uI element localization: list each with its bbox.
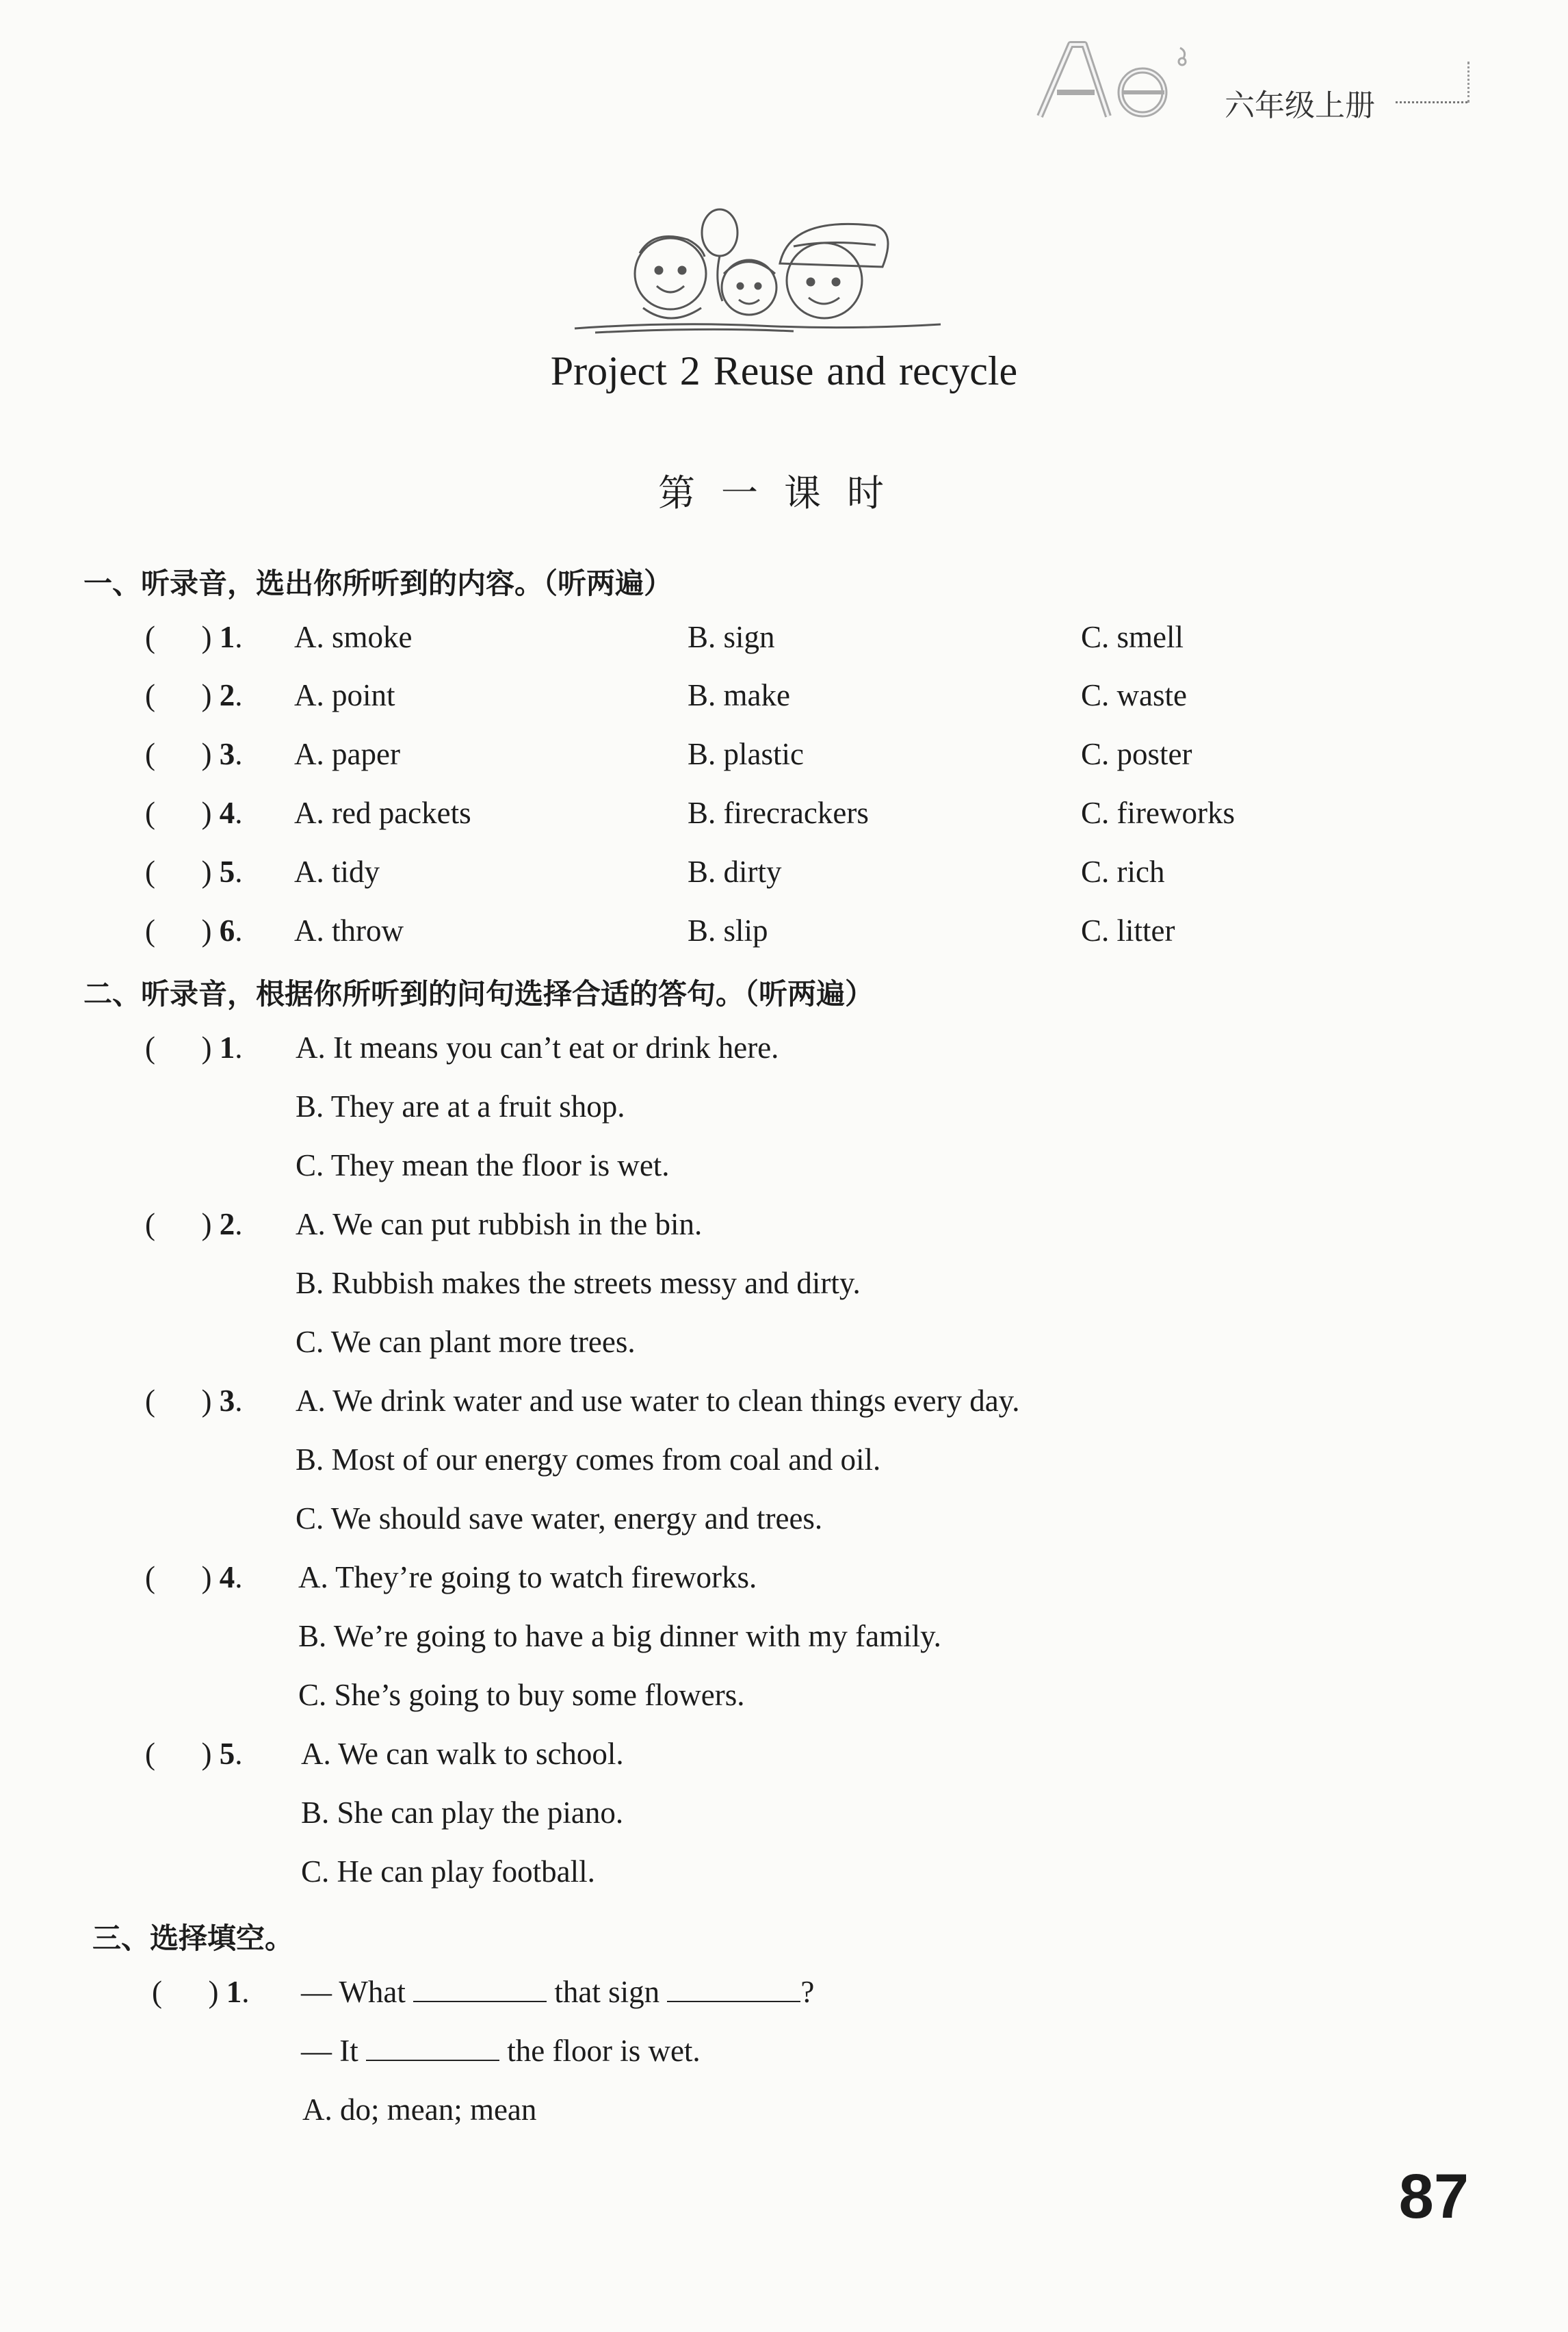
option-c: C. We can plant more trees. — [296, 1325, 636, 1359]
option-b: B. slip — [688, 914, 768, 948]
list-item: ( ) 1. — [152, 1975, 250, 2009]
answer-blank[interactable]: ( ) — [145, 1560, 212, 1594]
list-item: ( ) 5. — [145, 1737, 243, 1771]
item-number: 1 — [226, 1975, 242, 2009]
option-a: A. We can put rubbish in the bin. — [296, 1207, 703, 1241]
item-number: 5 — [219, 855, 235, 889]
section3-heading: 三、选择填空。 — [92, 1921, 294, 1955]
item-number: 5 — [219, 1737, 235, 1771]
option-c: C. waste — [1081, 678, 1187, 712]
option-c: C. poster — [1081, 737, 1192, 771]
option-b: B. She can play the piano. — [301, 1796, 624, 1830]
answer-line — [301, 2033, 701, 2069]
list-item: ( ) 4. — [145, 796, 243, 830]
answer-blank[interactable]: ( ) — [145, 914, 212, 948]
item-number: 3 — [219, 737, 235, 771]
list-item: ( ) 4. — [145, 1560, 243, 1594]
item-number: 3 — [219, 1384, 235, 1418]
option-a: A. We drink water and use water to clean things every day. — [296, 1384, 1020, 1418]
section2-heading: 二、听录音，根据你所听到的问句选择合适的答句。（听两遍） — [83, 977, 874, 1011]
header-corner-mark — [1464, 62, 1469, 103]
answer-prefix: — It — [301, 2034, 358, 2068]
list-item: ( ) 6. — [145, 914, 243, 948]
option-b: B. firecrackers — [688, 796, 869, 830]
answer-blank[interactable]: ( ) — [145, 796, 212, 830]
list-item: ( ) 1. — [145, 620, 243, 654]
option-b: B. sign — [688, 620, 775, 654]
section1-heading: 一、听录音，选出你所听到的内容。（听两遍） — [83, 567, 673, 600]
option-b: B. They are at a fruit shop. — [296, 1089, 625, 1124]
series-logo-icon — [1019, 27, 1218, 130]
option-a: A. We can walk to school. — [301, 1737, 624, 1771]
item-number: 1 — [219, 620, 235, 654]
option-b: B. plastic — [688, 737, 804, 771]
answer-blank[interactable]: ( ) — [145, 855, 212, 889]
answer-blank[interactable]: ( ) — [145, 737, 212, 771]
item-number: 4 — [219, 1560, 235, 1594]
item-number: 6 — [219, 914, 235, 948]
item-number: 2 — [219, 678, 235, 712]
answer-blank[interactable]: ( ) — [145, 678, 212, 712]
option-a: A. It means you can’t eat or drink here. — [296, 1031, 779, 1065]
option-a: A. They’re going to watch fireworks. — [298, 1560, 757, 1594]
answer-blank[interactable]: ( ) — [145, 1737, 212, 1771]
option-a: A. point — [294, 678, 395, 712]
option-c: C. They mean the floor is wet. — [296, 1148, 670, 1182]
option-a: A. red packets — [294, 796, 471, 830]
answer-blank[interactable]: ( ) — [145, 1384, 212, 1418]
grade-label: 六年级上册 — [1225, 88, 1375, 123]
item-number: 2 — [219, 1207, 235, 1241]
answer-blank[interactable]: ( ) — [145, 1207, 212, 1241]
answer-blank[interactable]: ( ) — [152, 1975, 219, 2009]
lesson-title: 第一课时 — [658, 473, 910, 514]
item-number: 4 — [219, 796, 235, 830]
item-number: 1 — [219, 1031, 235, 1065]
option-c: C. smell — [1081, 620, 1184, 654]
option-b: B. Most of our energy comes from coal and oil. — [296, 1442, 881, 1477]
question-end: ? — [800, 1975, 815, 2009]
option-a: A. tidy — [294, 855, 380, 889]
page-number: 87 — [1398, 2162, 1469, 2231]
option-a: A. smoke — [294, 620, 413, 654]
fill-blank[interactable] — [667, 1975, 800, 2002]
option-b: B. dirty — [688, 855, 782, 889]
project-title: Project 2 Reuse and recycle — [550, 348, 1018, 393]
children-illustration — [568, 198, 944, 342]
answer-blank[interactable]: ( ) — [145, 620, 212, 654]
option-b: B. We’re going to have a big dinner with my family. — [298, 1619, 941, 1653]
list-item: ( ) 3. — [145, 1384, 243, 1418]
option-c: C. litter — [1081, 914, 1175, 948]
question-line — [301, 1974, 814, 2010]
list-item: ( ) 2. — [145, 1207, 243, 1241]
header-dotted-rule — [1396, 101, 1467, 103]
option-c: C. rich — [1081, 855, 1165, 889]
fill-blank[interactable] — [413, 1975, 547, 2002]
question-prefix: — What — [301, 1975, 406, 2009]
option-b: B. Rubbish makes the streets messy and dirty. — [296, 1266, 861, 1300]
answer-end: the floor is wet. — [507, 2034, 701, 2068]
list-item: ( ) 2. — [145, 678, 243, 712]
fill-blank[interactable] — [366, 2034, 499, 2061]
question-mid: that sign — [554, 1975, 660, 2009]
option-c: C. She’s going to buy some flowers. — [298, 1678, 745, 1712]
option-c: C. He can play football. — [301, 1854, 595, 1889]
list-item: ( ) 5. — [145, 855, 243, 889]
option-c: C. We should save water, energy and trees. — [296, 1501, 823, 1536]
option-b: B. make — [688, 678, 790, 712]
answer-blank[interactable]: ( ) — [145, 1031, 212, 1065]
list-item: ( ) 3. — [145, 737, 243, 771]
option-c: C. fireworks — [1081, 796, 1235, 830]
option-a: A. paper — [294, 737, 400, 771]
option-a: A. throw — [294, 914, 404, 948]
option-a: A. do; mean; mean — [302, 2093, 537, 2127]
list-item: ( ) 1. — [145, 1031, 243, 1065]
